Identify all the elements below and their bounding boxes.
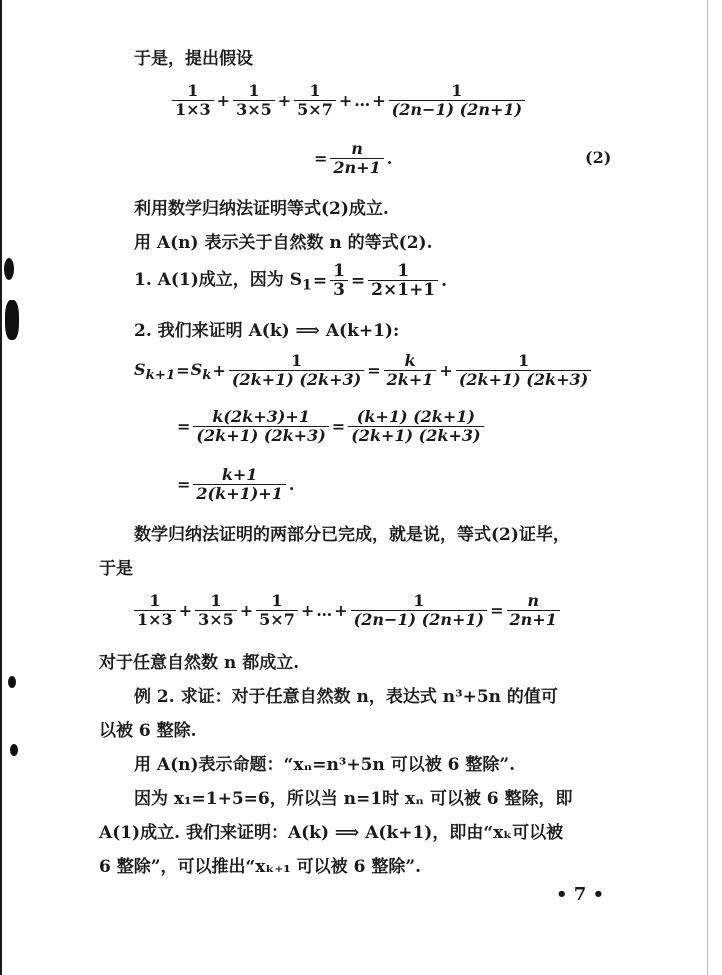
ink-blot	[5, 300, 19, 340]
text-line: A(1)成立. 我们来证明：A(k) ⟹ A(k+1)，即由“xₖ可以被	[99, 823, 564, 843]
page-number: • 7 •	[556, 884, 605, 905]
fraction: $\frac{k}{2k+1}$	[384, 352, 437, 389]
fraction: $\frac{1}{(2k+1) (2k+3)}$	[456, 352, 591, 389]
text-line: 因为 x₁=1+5=6，所以当 n=1时 xₙ 可以被 6 整除，即	[134, 789, 573, 809]
fraction: $\frac{k+1}{2(k+1)+1}$	[193, 466, 285, 503]
conclusion-equation: $\frac{1}{1\times 3}$ + $\frac{1}{3\times 5}$ + $\frac{1}{5\times 7}$ + … + $\frac{1}{(2n-1) (2n+1)}$ = $\frac{n}{2n+1}$	[132, 592, 562, 629]
fraction: $\frac{n}{2n+1}$	[330, 140, 383, 177]
derivation-line-2: = $\frac{k(2k+3)+1}{(2k+1) (2k+3)}$ = $\frac{(k+1) (2k+1)}{(2k+1) (2k+3)}$	[176, 408, 486, 445]
fraction: $\frac{(k+1) (2k+1)}{(2k+1) (2k+3)}$	[348, 408, 483, 445]
text-line: 于是	[99, 559, 133, 579]
ink-blot	[4, 258, 14, 280]
page-right-border	[707, 0, 708, 975]
equation-sum-rhs: = $\frac{n}{2n+1}$ .	[314, 139, 393, 177]
text-line: 数学归纳法证明的两部分已完成，就是说，等式(2)证毕，	[134, 525, 570, 545]
text-line: 6 整除”，可以推出“xₖ₊₁ 可以被 6 整除”.	[99, 857, 422, 877]
text-line: 2. 我们来证明 A(k) ⟹ A(k+1):	[134, 321, 400, 341]
fraction: $\frac{1}{1\times 3}$	[134, 592, 176, 629]
fraction: $\frac{1}{(2n-1) (2n+1)}$	[351, 592, 487, 629]
ink-blot	[10, 744, 18, 756]
fraction: $\frac{1}{2\times 1+1}$	[368, 262, 438, 299]
fraction: $\frac{n}{2n+1}$	[507, 592, 560, 629]
step-one-line: 1. A(1)成立，因为 $S_1=$ $\frac{1}{3}$ = $\frac{1}{2\times 1+1}$ .	[134, 261, 448, 300]
fraction: $\frac{1}{5\times 7}$	[256, 592, 298, 629]
fraction: $\frac{1}{(2n-1) (2n+1)}$	[389, 82, 525, 119]
fraction: $\frac{k(2k+3)+1}{(2k+1) (2k+3)}$	[193, 408, 328, 445]
page-left-border	[0, 0, 2, 975]
text-line: 对于任意自然数 n 都成立.	[99, 653, 300, 673]
text-line: 用 A(n) 表示关于自然数 n 的等式(2).	[134, 233, 433, 253]
fraction: $\frac{1}{3\times 5}$	[233, 82, 275, 119]
equation-sum-lhs: $\frac{1}{1\times 3}$ + $\frac{1}{3\times 5}$ + $\frac{1}{5\times 7}$ + … + $\frac{1}{(2n-1) (2n+1)}$	[170, 82, 527, 119]
derivation-line-1: $S_{k+1}=S_k+$ $\frac{1}{(2k+1) (2k+3)}$ = $\frac{k}{2k+1}$ + $\frac{1}{(2k+1) (2k+3)}$	[134, 352, 593, 389]
text-line: 利用数学归纳法证明等式(2)成立.	[134, 199, 389, 219]
fraction: $\frac{1}{1\times 3}$	[172, 82, 214, 119]
text-line: 以被 6 整除.	[99, 721, 197, 741]
equation-number: (2)	[585, 148, 612, 167]
fraction: $\frac{1}{3\times 5}$	[195, 592, 237, 629]
text-line: 用 A(n)表示命题：“xₙ=n³+5n 可以被 6 整除”.	[134, 755, 516, 775]
text-line: 于是，提出假设	[134, 49, 253, 69]
ink-blot	[8, 676, 16, 688]
text-line: 例 2. 求证：对于任意自然数 n，表达式 n³+5n 的值可	[134, 687, 558, 707]
derivation-line-3: = $\frac{k+1}{2(k+1)+1}$ .	[177, 465, 295, 503]
fraction: $\frac{1}{3}$	[330, 262, 348, 299]
fraction: $\frac{1}{(2k+1) (2k+3)}$	[229, 352, 364, 389]
fraction: $\frac{1}{5\times 7}$	[294, 82, 336, 119]
